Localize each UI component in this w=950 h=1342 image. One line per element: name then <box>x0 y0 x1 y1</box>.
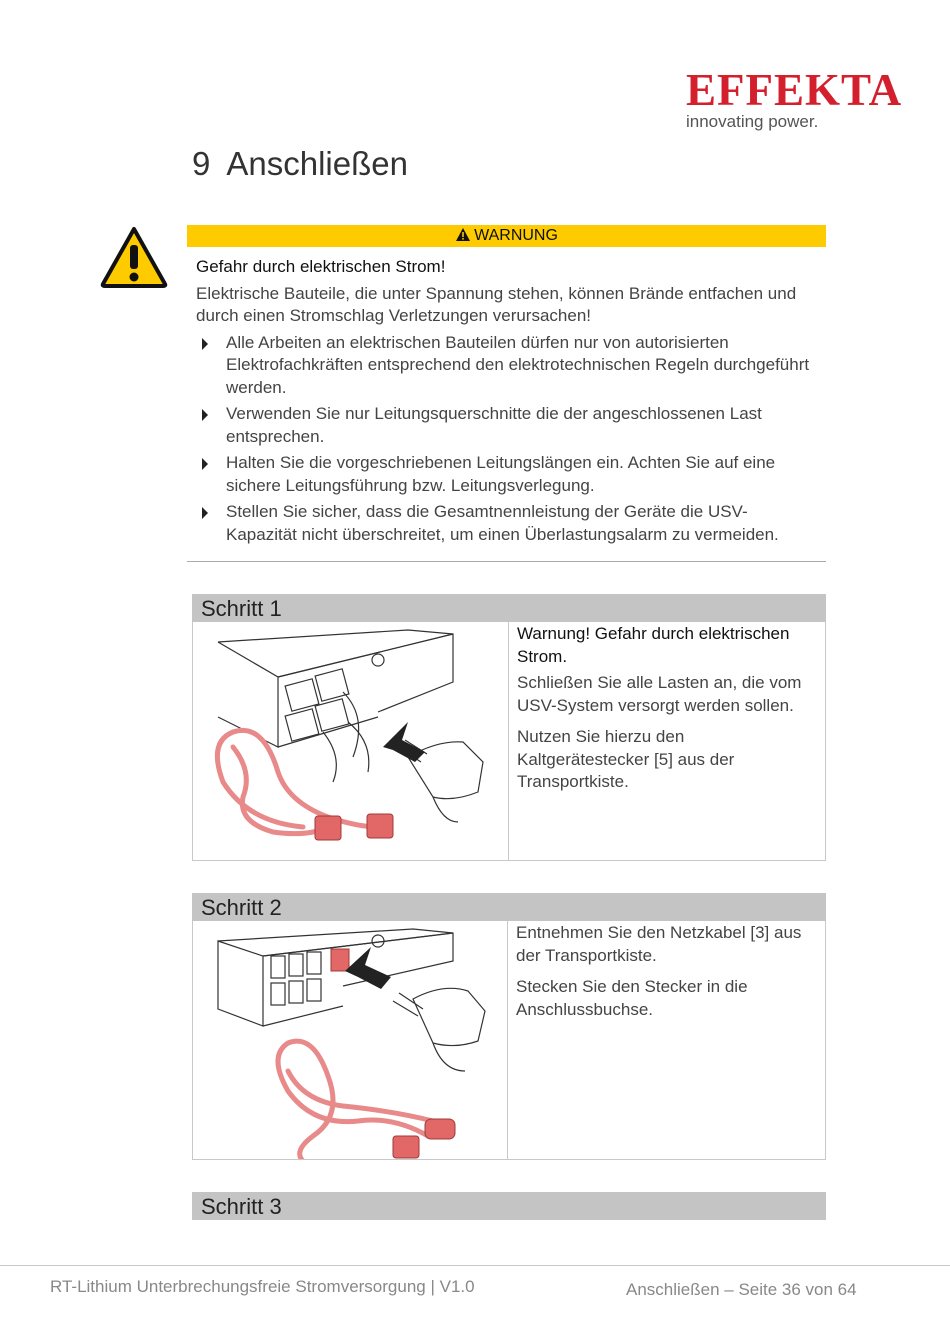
list-item <box>196 403 816 448</box>
bullet-arrow-icon <box>202 338 208 350</box>
list-item-text: Verwenden Sie nur Leitungsquerschnitte die der angeschlossenen Last entsprechen. <box>226 404 762 446</box>
step-2-illustration <box>193 921 508 1159</box>
load-connection-illustration <box>193 622 508 860</box>
list-item <box>196 452 816 497</box>
mains-cable-illustration <box>193 921 507 1159</box>
bullet-arrow-icon <box>202 458 208 470</box>
footer-document-title: RT-Lithium Unterbrechungsfreie Stromversorgung | V1.0 <box>50 1277 475 1296</box>
step-body <box>192 622 826 861</box>
bullet-arrow-icon <box>202 507 208 519</box>
step-paragraph: Entnehmen Sie den Netzkabel [3] aus der Transportkiste. <box>516 923 802 965</box>
step-2 <box>192 893 826 1160</box>
step-text <box>509 622 825 860</box>
step-header: Schritt 1 <box>192 594 826 622</box>
warning-list <box>196 332 816 547</box>
warning-label: WARNUNG <box>474 227 558 244</box>
footer-divider <box>0 1265 950 1266</box>
step-header: Schritt 3 <box>192 1192 826 1220</box>
logo-wordmark: EFFEKTA <box>686 65 903 115</box>
warning-small-icon <box>455 227 471 242</box>
logo-tagline: innovating power. <box>686 112 819 131</box>
step-warning: Warnung! Gefahr durch elektrischen Strom. <box>517 624 790 666</box>
chapter-number: 9 <box>192 145 211 182</box>
step-header: Schritt 2 <box>192 893 826 921</box>
warning-text: Elektrische Bauteile, die unter Spannung stehen, können Brände entfachen und durch einen Stromschlag Verletzungen verursachen! <box>196 283 797 325</box>
list-item-text: Stellen Sie sicher, dass die Gesamtnennleistung der Geräte die USV-Kapazität nicht überschreitet, um einen Überlastungsalarm zu vermeiden. <box>226 502 779 544</box>
step-3 <box>192 1192 826 1220</box>
warning-triangle-icon <box>100 226 168 288</box>
step-paragraph: Schließen Sie alle Lasten an, die vom USV-System versorgt werden sollen. <box>517 673 802 715</box>
step-1-illustration <box>193 622 509 860</box>
list-item-text: Halten Sie die vorgeschriebenen Leitungslängen ein. Achten Sie auf eine sichere Leitungsführung bzw. Leitungsverlegung. <box>226 453 776 495</box>
step-paragraph: Stecken Sie den Stecker in die Anschlussbuchse. <box>516 977 748 1019</box>
bullet-arrow-icon <box>202 409 208 421</box>
chapter-title: Anschließen <box>226 145 408 182</box>
warning-banner <box>187 225 826 247</box>
step-text <box>508 921 825 1159</box>
list-item-text: Alle Arbeiten an elektrischen Bauteilen dürfen nur von autorisierten Elektrofachkräften entsprechend den elektrotechnischen Regeln durchgeführt werden. <box>226 332 810 397</box>
company-logo <box>686 65 903 132</box>
warning-divider <box>187 561 826 562</box>
step-paragraph: Nutzen Sie hierzu den Kaltgerätestecker [5] aus der Transportkiste. <box>517 727 735 791</box>
chapter-heading <box>192 145 408 183</box>
step-body <box>192 921 826 1160</box>
step-1 <box>192 594 826 861</box>
list-item <box>196 501 816 546</box>
warning-title: Gefahr durch elektrischen Strom! <box>196 257 446 276</box>
footer-page-info: Anschließen – Seite 36 von 64 <box>626 1280 857 1299</box>
list-item <box>196 332 816 400</box>
warning-body <box>196 256 816 550</box>
